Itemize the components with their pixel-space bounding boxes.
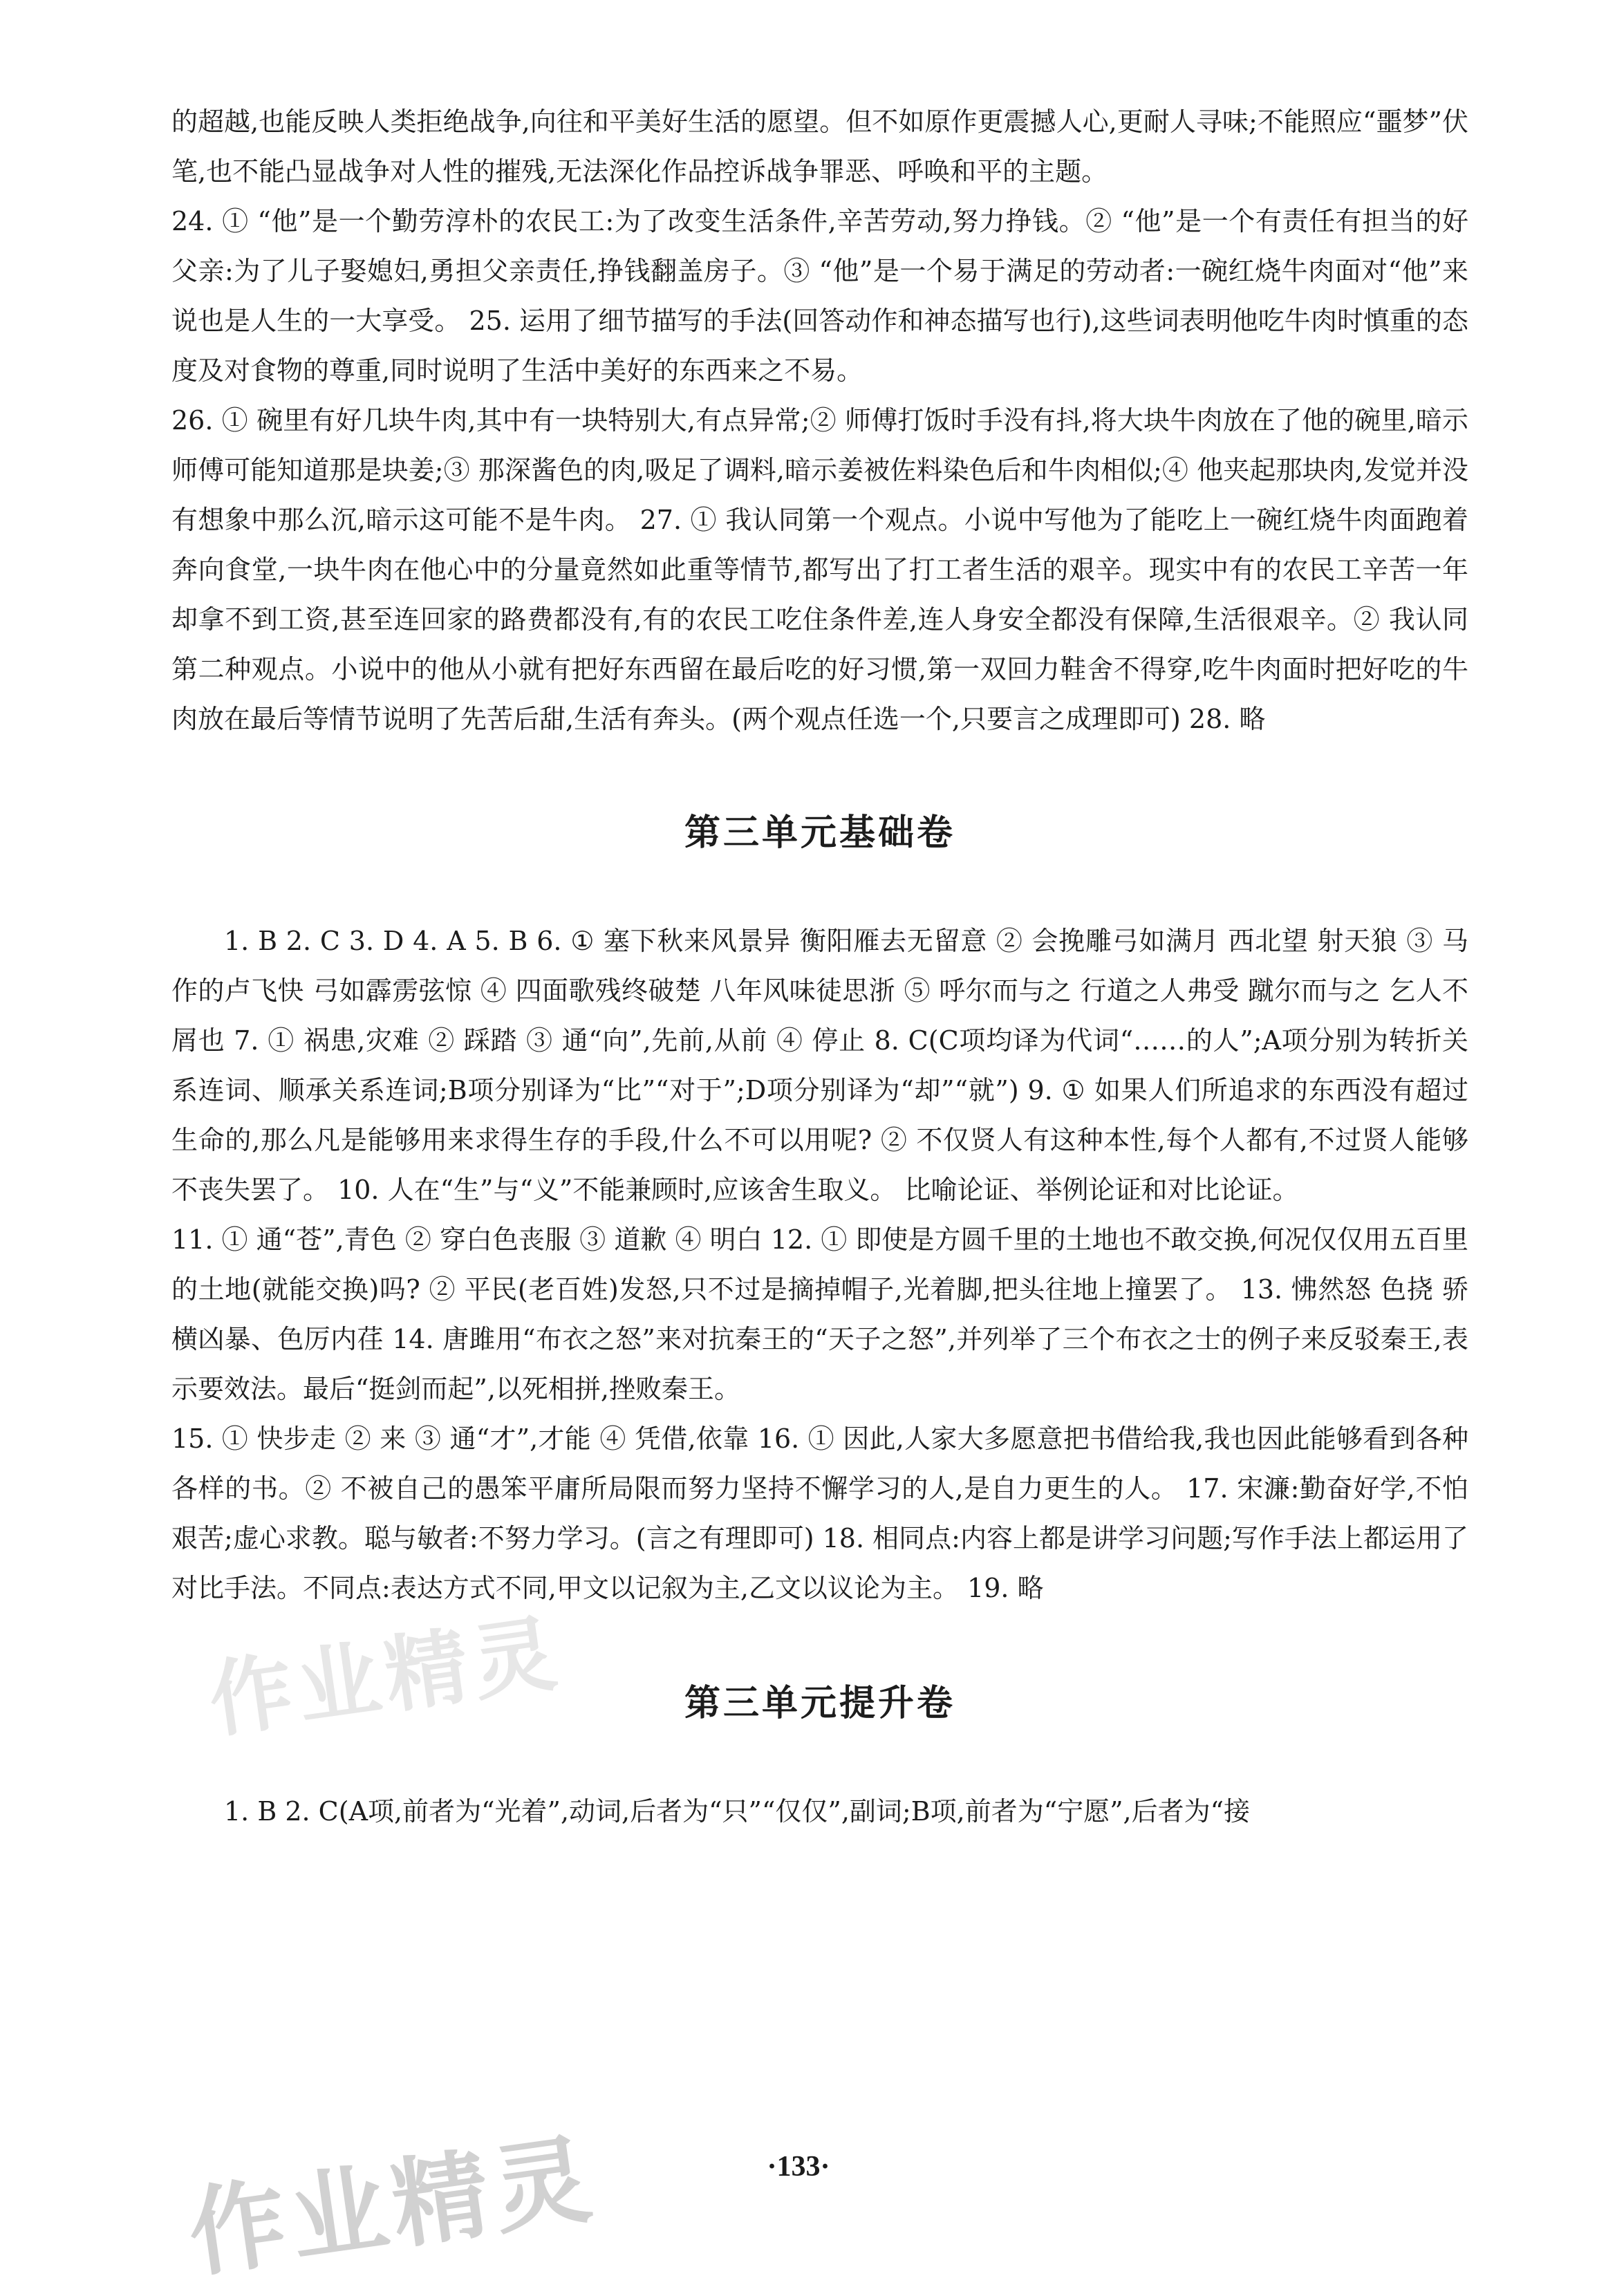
spacer (171, 744, 1468, 803)
section-title-unit3-advanced: 第三单元提升卷 (684, 1682, 955, 1724)
watermark-logo-bottom: 作业精灵 (182, 2122, 604, 2292)
answer-paragraph-basic-1-10: 1. B 2. C 3. D 4. A 5. B 6. ① 塞下秋来风景异 衡阳雁去无留意 ② 会挽雕弓如满月 西北望 射天狼 ③ 马作的卢飞快 弓如霹雳弦惊 ④ 四面歌残终破楚 八年风味徒思浙 ⑤ 呼尔而与之 行道之人弗受 蹴尔而与之 乞人不屑也 7. ① 祸患,灾难 ② 踩踏 ③ 通“向”,先前,从前 ④ 停止 8. C(C项均译为代词“……的人”;A项分别为转折关系连词、顺承关系连词;B项分别译为“比”“对于”;D项分别译为“却”“就”) 9. ① 如果人们所追求的东西没有超过生命的,那么凡是能够用来求得生存的手段,什么不可以用呢? ② 不仅贤人有这种本性,每个人都有,不过贤人能够不丧失罢了。 10. 人在“生”与“义”不能兼顾时,应该舍生取义。 比喻论证、举例论证和对比论证。 (171, 926, 1468, 1205)
answer-paragraph-basic-15-19: 15. ① 快步走 ② 来 ③ 通“才”,才能 ④ 凭借,依靠 16. ① 因此,人家大多愿意把书借给我,我也因此能够看到各种各样的书。② 不被自己的愚笨平庸所局限而努力坚持不懈学习的人,是自力更生的人。 17. 宋濂:勤奋好学,不怕艰苦;虚心求教。聪与敏者:不努力学习。(言之有理即可) 18. 相同点:内容上都是讲学习问题;写作手法上都运用了对比手法。不同点:表达方式不同,甲文以记叙为主,乙文以议论为主。 19. 略 (171, 1424, 1468, 1603)
answer-page-body (171, 97, 1468, 1836)
watermark-logo-middle: 作业精灵 (203, 1605, 568, 1750)
spacer (171, 1726, 1468, 1786)
answer-paragraph-continuation: 的超越,也能反映人类拒绝战争,向往和平美好生活的愿望。但不如原作更震撼人心,更耐人寻味;不能照应“噩梦”伏笔,也不能凸显战争对人性的摧残,无法深化作品控诉战争罪恶、呼唤和平的主题。 (171, 106, 1468, 187)
answer-paragraph-basic-11-14: 11. ① 通“苍”,青色 ② 穿白色丧服 ③ 道歉 ④ 明白 12. ① 即使是方圆千里的土地也不敢交换,何况仅仅用五百里的土地(就能交换)吗? ② 平民(老百姓)发怒,只不过是摘掉帽子,光着脚,把头往地上撞罢了。 13. 怫然怒 色挠 骄横凶暴、色厉内荏 14. 唐雎用“布衣之怒”来对抗秦王的“天子之怒”,并列举了三个布衣之士的例子来反驳秦王,表示要效法。最后“挺剑而起”,以死相拼,挫败秦王。 (171, 1224, 1468, 1404)
section-title-unit3-basic: 第三单元基础卷 (684, 812, 955, 854)
spacer (171, 855, 1468, 916)
answer-paragraph-24-25: 24. ① “他”是一个勤劳淳朴的农民工:为了改变生活条件,辛苦劳动,努力挣钱。② “他”是一个有责任有担当的好父亲:为了儿子娶媳妇,勇担父亲责任,挣钱翻盖房子。③ “他”是一个易于满足的劳动者:一碗红烧牛肉面对“他”来说也是人生的一大享受。 25. 运用了细节描写的手法(回答动作和神态描写也行),这些词表明他吃牛肉时慎重的态度及对食物的尊重,同时说明了生活中美好的东西来之不易。 (171, 206, 1468, 386)
answer-paragraph-advanced-1-2: 1. B 2. C(A项,前者为“光着”,动词,后者为“只”“仅仅”,副词;B项,前者为“宁愿”,后者为“接 (224, 1796, 1251, 1827)
page-number: ·133· (767, 2151, 830, 2183)
answer-paragraph-26-28: 26. ① 碗里有好几块牛肉,其中有一块特别大,有点异常;② 师傅打饭时手没有抖,将大块牛肉放在了他的碗里,暗示师傅可能知道那是块姜;③ 那深酱色的肉,吸足了调料,暗示姜被佐料染色后和牛肉相似;④ 他夹起那块肉,发觉并没有想象中那么沉,暗示这可能不是牛肉。 27. ① 我认同第一个观点。小说中写他为了能吃上一碗红烧牛肉面跑着奔向食堂,一块牛肉在他心中的分量竟然如此重等情节,都写出了打工者生活的艰辛。现实中有的农民工辛苦一年却拿不到工资,甚至连回家的路费都没有,有的农民工吃住条件差,连人身安全都没有保障,生活很艰辛。② 我认同第二种观点。小说中的他从小就有把好东西留在最后吃的好习惯,第一双回力鞋舍不得穿,吃牛肉面时把好吃的牛肉放在最后等情节说明了先苦后甜,生活有奔头。(两个观点任选一个,只要言之成理即可) 28. 略 (171, 405, 1468, 734)
spacer (171, 1613, 1468, 1674)
